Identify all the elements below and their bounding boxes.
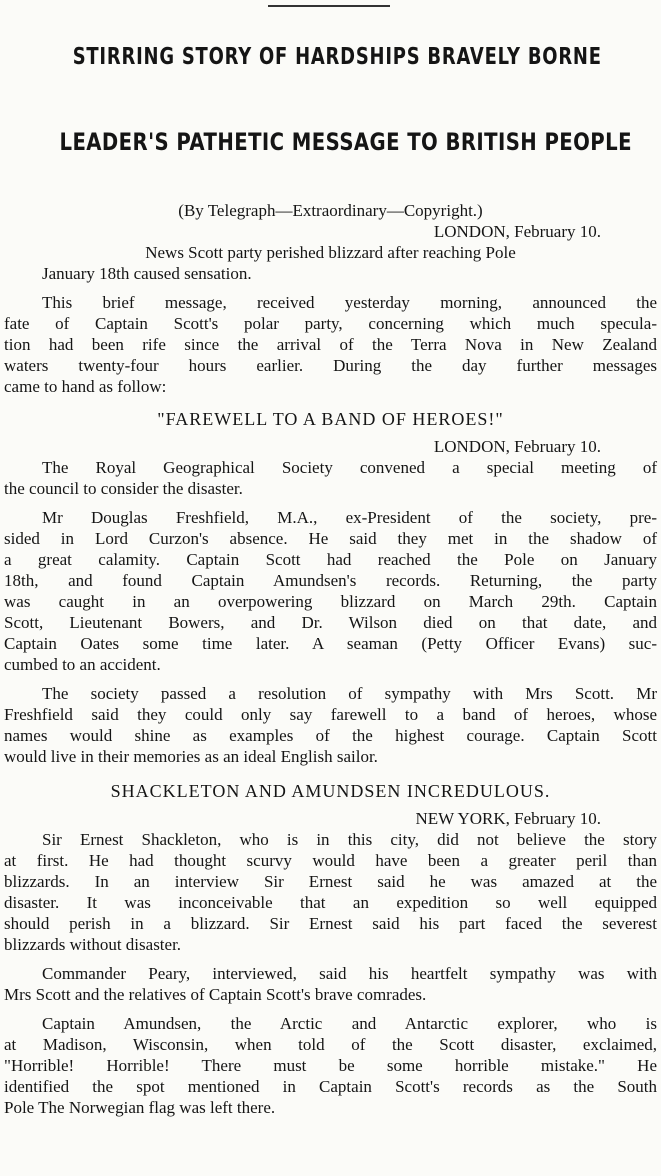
text-line: blizzards. In an interview Sir Ernest said he was amazed at the [4,872,657,891]
text-line: This brief message, received yesterday morning, announced the [42,293,657,312]
intro-paragraph [0,292,661,397]
text-line: Pole The Norwegian flag was left there. [4,1098,276,1117]
section-title-farewell: "FAREWELL TO A BAND OF HEROES!" [157,409,504,429]
text-line: came to hand as follow: [4,377,167,396]
text-line: Commander Peary, interviewed, said his heartfelt sympathy was with [42,964,657,983]
headline-secondary: LEADER'S PATHETIC MESSAGE TO BRITISH PEOPLE [59,128,632,156]
text-line: The Royal Geographical Society convened a special meeting of [42,458,657,477]
text-line: was caught in an overpowering blizzard on March 29th. Captain [4,592,657,611]
paragraph [0,1013,661,1118]
text-line: sided in Lord Curzon's absence. He said they met in the shadow of [4,529,657,548]
text-line: Sir Ernest Shackleton, who is in this city, did not believe the story [42,830,657,849]
text-line: tion had been rife since the arrival of the Terra Nova in New Zealand [4,335,657,354]
text-line: the council to consider the disaster. [4,479,243,498]
text-line: Freshfield said they could only say farewell to a band of heroes, whose [4,705,657,724]
section-title-incredulous: SHACKLETON AND AMUNDSEN INCREDULOUS. [110,781,551,801]
text-line: at first. He had thought scurvy would have been a greater peril than [4,851,657,870]
text-line: cumbed to an accident. [4,655,161,674]
top-rule [268,5,390,7]
paragraph [0,457,661,499]
text-line: 18th, and found Captain Amundsen's records. Returning, the party [4,571,657,590]
paragraph [0,507,661,675]
text-line: fate of Captain Scott's polar party, concerning which much specula- [4,314,657,333]
dateline-london-1: LONDON, February 10. [433,222,601,241]
text-line: The society passed a resolution of sympathy with Mrs Scott. Mr [42,684,657,703]
text-line: names would shine as examples of the highest courage. Captain Scott [4,726,657,745]
text-line: identified the spot mentioned in Captain Scott's records as the South [4,1077,657,1096]
headline-primary: STIRRING STORY OF HARDSHIPS BRAVELY BORNE [72,44,602,70]
text-line: "Horrible! Horrible! There must be some horrible mistake." He [4,1056,657,1075]
dateline-london-2: LONDON, February 10. [433,437,601,456]
article-body [0,200,661,1118]
text-line: disaster. It was inconceivable that an expedition so well equipped [4,893,657,912]
paragraph [0,829,661,955]
text-line: Captain Oates some time later. A seaman (Petty Officer Evans) suc- [4,634,657,653]
text-line: waters twenty-four hours earlier. During the day further messages [4,356,657,375]
cable-line: News Scott party perished blizzard after reaching Pole [145,243,516,262]
text-line: would live in their memories as an ideal English sailor. [4,747,378,766]
byline: (By Telegraph—Extraordinary—Copyright.) [178,201,483,220]
dateline-new-york: NEW YORK, February 10. [415,809,601,828]
text-line: at Madison, Wisconsin, when told of the Scott disaster, exclaimed, [4,1035,657,1054]
text-line: Captain Amundsen, the Arctic and Antarctic explorer, who is [42,1014,657,1033]
text-line: Mr Douglas Freshfield, M.A., ex-President of the society, pre- [42,508,657,527]
text-line: Mrs Scott and the relatives of Captain Scott's brave comrades. [4,985,427,1004]
paragraph [0,683,661,767]
cable-line: January 18th caused sensation. [42,264,252,283]
text-line: Scott, Lieutenant Bowers, and Dr. Wilson died on that date, and [4,613,657,632]
text-line: blizzards without disaster. [4,935,182,954]
text-line: should perish in a blizzard. Sir Ernest said his part faced the severest [4,914,657,933]
paragraph [0,963,661,1005]
text-line: a great calamity. Captain Scott had reached the Pole on January [4,550,657,569]
